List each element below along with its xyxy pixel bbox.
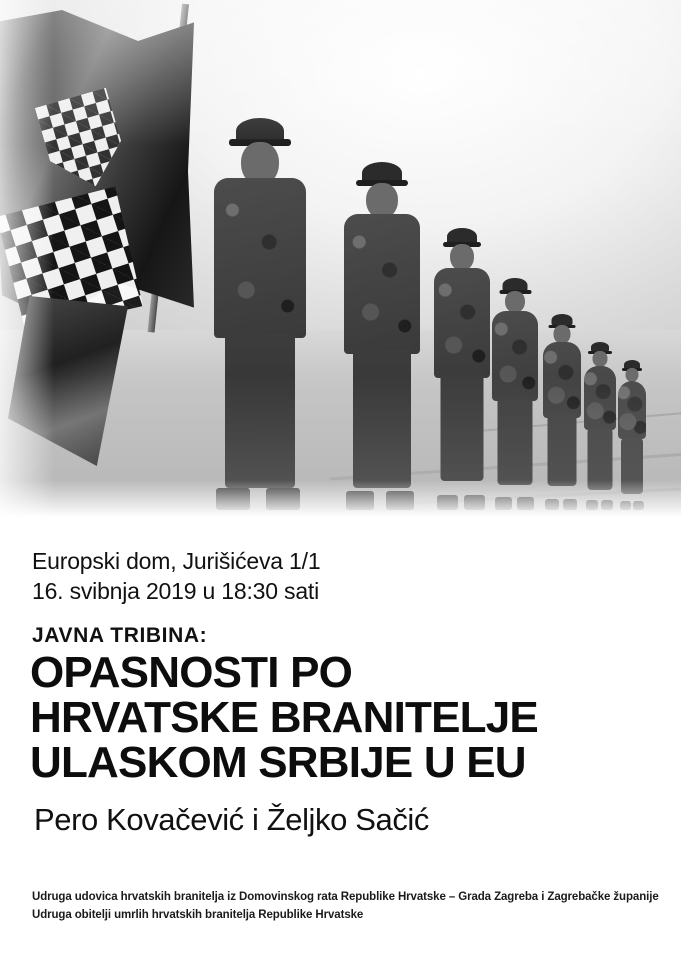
soldier-legs xyxy=(548,414,577,486)
organizer-line-1: Udruga udovica hrvatskih branitelja iz Domovinskog rata Republike Hrvatske – Grada Zagreba i Zagrebačke županije xyxy=(32,891,659,903)
soldier-figure xyxy=(330,162,434,510)
soldier-body xyxy=(434,268,490,378)
soldier-figure xyxy=(424,228,500,510)
poster-text-area xyxy=(0,520,681,960)
headline-line-3: ULASKOM SRBIJE U EU xyxy=(30,738,526,787)
venue-line-2: 16. svibnja 2019 u 18:30 sati xyxy=(32,578,320,604)
soldier-legs xyxy=(441,373,484,481)
event-kicker: JAVNA TRIBINA: xyxy=(32,624,208,647)
military-cap-icon xyxy=(503,278,528,292)
military-cap-icon xyxy=(447,228,477,245)
soldier-head xyxy=(626,368,639,382)
soldier-body xyxy=(543,342,581,418)
soldier-legs xyxy=(353,350,411,488)
headline-line-2: HRVATSKE BRANITELJE xyxy=(30,693,538,742)
soldier-legs xyxy=(225,334,295,488)
military-cap-icon xyxy=(236,118,284,144)
soldier-body xyxy=(214,178,306,338)
venue-line-1: Europski dom, Jurišićeva 1/1 xyxy=(32,548,321,574)
soldier-head xyxy=(505,291,525,313)
soldier-figure xyxy=(196,118,324,510)
organizers-block xyxy=(32,888,659,924)
soldier-head xyxy=(593,351,608,367)
photo-fade-left xyxy=(0,0,54,520)
organizer-line-2: Udruga obitelji umrlih hrvatskih branitelja Republike Hrvatske xyxy=(32,909,364,921)
page-title xyxy=(30,650,538,785)
speakers-line: Pero Kovačević i Željko Sačić xyxy=(34,802,430,837)
soldier-body xyxy=(584,366,616,430)
venue-block xyxy=(32,546,320,606)
soldier-legs xyxy=(498,397,533,485)
headline-line-1: OPASNOSTI PO xyxy=(30,648,353,697)
soldier-body xyxy=(344,214,420,354)
soldier-body xyxy=(618,381,646,439)
photo-fade-bottom xyxy=(0,480,681,520)
soldier-head xyxy=(450,244,474,271)
military-cap-icon xyxy=(362,162,402,184)
